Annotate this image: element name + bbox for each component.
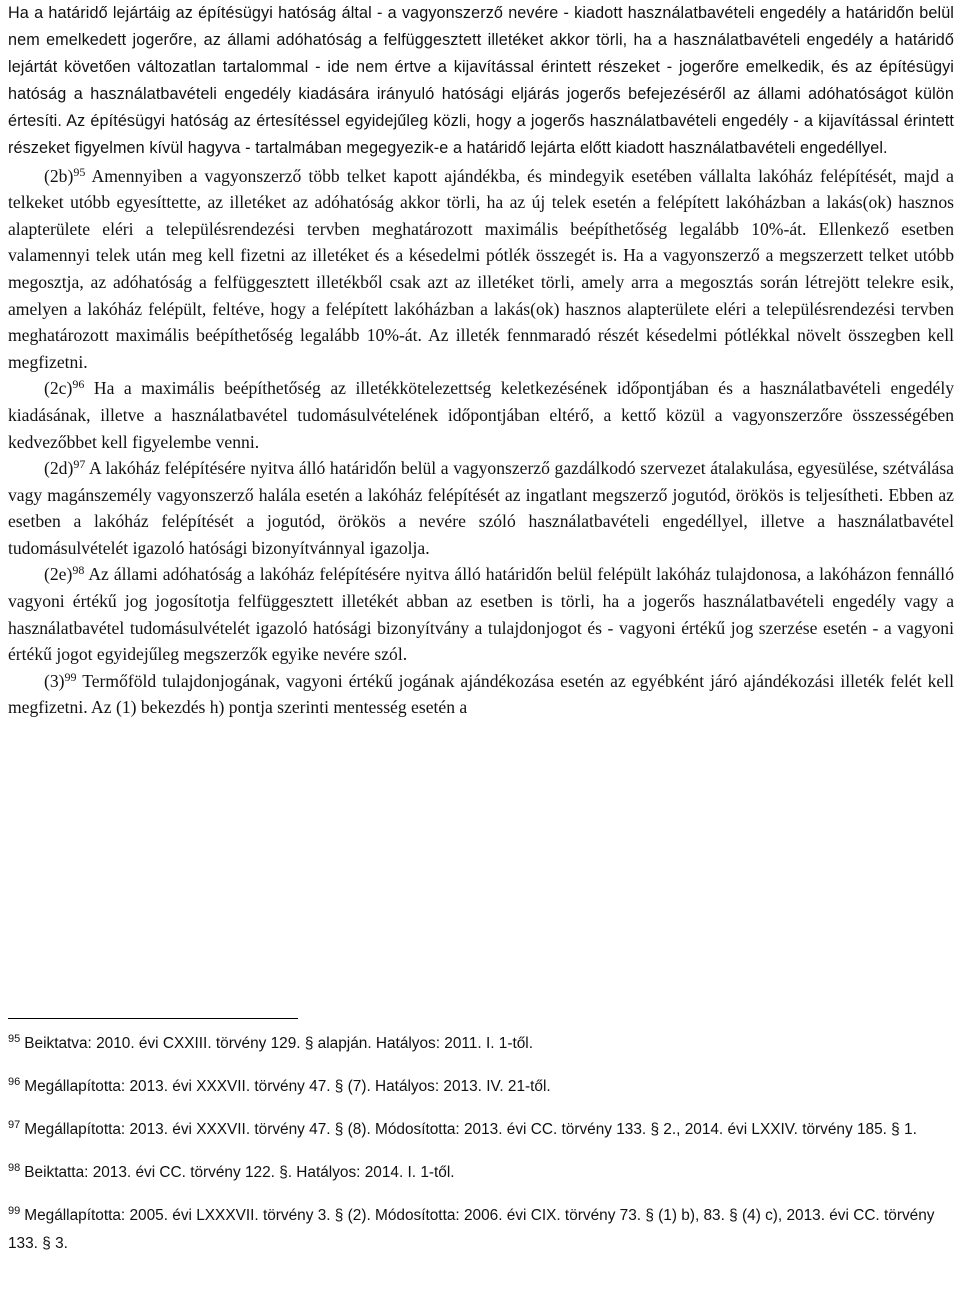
footnote-96 xyxy=(8,1073,954,1101)
footnote-ref-99[interactable]: 99 xyxy=(64,669,77,684)
paragraph-2d xyxy=(8,455,954,561)
footnote-99 xyxy=(8,1202,954,1258)
footnote-ref-96[interactable]: 96 xyxy=(72,377,85,392)
footnote-text: Megállapította: 2005. évi LXXXVII. törvény 3. § (2). Módosította: 2006. évi CIX. törvény 73. § (1) b), 83. § (4) c), 2013. évi CC. törvény 133. § 3. xyxy=(8,1207,935,1252)
footnote-separator xyxy=(8,1018,298,1019)
paragraph-text: Termőföld tulajdonjogának, vagyoni értékű jogának ajándékozása esetén az egyébként járó ajándékozási illeték felét kell megfizetni. Az (1) bekezdés h) pontja szerinti mentesség esetén a xyxy=(8,670,954,718)
paragraph-label: (2b) xyxy=(44,165,74,186)
footnote-text: Megállapította: 2013. évi XXXVII. törvény 47. § (7). Hatályos: 2013. IV. 21-től. xyxy=(24,1078,551,1095)
footnote-number: 98 xyxy=(8,1162,21,1174)
paragraph-label: (3) xyxy=(44,670,65,691)
footnote-number: 97 xyxy=(8,1119,21,1131)
footnote-ref-95[interactable]: 95 xyxy=(73,164,86,179)
document-page xyxy=(8,0,954,1252)
footnote-ref-98[interactable]: 98 xyxy=(72,563,85,578)
footnote-number: 95 xyxy=(8,1033,21,1045)
paragraph-text: A lakóház felépítésére nyitva álló határidőn belül a vagyonszerző gazdálkodó szervezet átalakulása, egyesülése, szétválása vagy magánszemély vagyonszerző halála esetén a lakóház felépítését az ingatlant megszerző jogutód, örökös is teljesítheti. Ebben az esetben a lakóház felépítését a jogutód, örökös a nevére szóló használatbavételi engedéllyel, illetve a használatbavétel tudomásulvételét igazoló hatósági bizonyítvánnyal igazolja. xyxy=(8,458,954,558)
footnote-ref-97[interactable]: 97 xyxy=(73,457,86,472)
paragraph-text: Ha a maximális beépíthetőség az illetékkötelezettség keletkezésének időpontjában és a használatbavételi engedély kiadásának, illetve a használatbavétel tudomásulvételének időpontjában eltérő, a kettő közül a vagyonszerzőre összességében kedvezőbbet kell figyelembe venni. xyxy=(8,378,954,452)
paragraph-2b xyxy=(8,163,954,376)
footnote-number: 96 xyxy=(8,1076,21,1088)
footnote-text: Beiktatta: 2013. évi CC. törvény 122. §. Hatályos: 2014. I. 1-től. xyxy=(24,1164,455,1181)
paragraph-3 xyxy=(8,668,954,721)
footnote-97 xyxy=(8,1116,954,1144)
paragraph-2c xyxy=(8,375,954,455)
footnote-98 xyxy=(8,1159,954,1187)
intro-paragraph: Ha a határidő lejártáig az építésügyi hatóság által - a vagyonszerző nevére - kiadott használatbavételi engedély a határidőn belül nem emelkedett jogerőre, az állami adóhatóság a felfüggesztett illetéket akkor törli, ha a használatbavételi engedély a határidő lejártát követően változatlan tartalommal - ide nem értve a kijavítással érintett részeket - jogerőre emelkedik, és az építésügyi hatóság a használatbavételi engedély kiadására irányuló hatósági eljárás jogerős befejezéséről az állami adóhatóságot külön értesíti. Az építésügyi hatóság az értesítéssel egyidejűleg közli, hogy a jogerős használatbavételi engedély - a kijavítással érintett részeket figyelmen kívül hagyva - tartalmában megegyezik-e a határidő lejárta előtt kiadott használatbavételi engedéllyel. xyxy=(8,4,954,158)
paragraph-text: Az állami adóhatóság a lakóház felépítésére nyitva álló határidőn belül felépült lakóház tulajdonosa, a lakóházon fennálló vagyoni értékű jog jogosítotja felfüggesztett illetékét abban az esetben is törli, ha a jogerős használatbavételi engedély vagy a használatbavétel tudomásulvételét igazoló hatósági bizonyítvány a tulajdonjogot és - vagyoni értékű jog szerzése esetén - a vagyoni értékű jogot egyidejűleg megszerzők egyike nevére szól. xyxy=(8,564,954,665)
paragraph-label: (2d) xyxy=(44,458,74,479)
paragraph-label: (2e) xyxy=(44,564,73,585)
paragraph-text: Amennyiben a vagyonszerző több telket kapott ajándékba, és mindegyik esetében vállalta lakóház felépítését, majd a telkeket utóbb egyesíttette, az illetéket az adóhatóság akkor törli, ha az új telek esetén a felépített lakóházban a lakás(ok) hasznos alapterülete eléri a településrendezési tervben meghatározott maximális beépíthetőség legalább 10%-át. Ellenkező esetben valamennyi telek után meg kell fizetni az illetéket és a késedelmi pótlék összegét is. Ha a vagyonszerző a megszerzett telket utóbb megosztja, az adóhatóság a felfüggesztett illetékből csak azt az illetéket törli, amely arra a megosztás során létrejött telekre esik, amelyen a lakóház felépült, feltéve, hogy a felépített lakóházban a lakás(ok) hasznos alapterülete eléri a településrendezési tervben meghatározott maximális beépíthetőség legalább 10%-át. Az illeték fennmaradó részét késedelmi pótlékkal növelt összegben kell megfizetni. xyxy=(8,165,954,372)
footnotes xyxy=(8,1030,954,1273)
footnote-text: Megállapította: 2013. évi XXXVII. törvény 47. § (8). Módosította: 2013. évi CC. törvény 133. § 2., 2014. évi LXXIV. törvény 185. § 1. xyxy=(24,1121,917,1138)
footnote-text: Beiktatva: 2010. évi CXXIII. törvény 129. § alapján. Hatályos: 2011. I. 1-től. xyxy=(24,1035,533,1052)
paragraph-label: (2c) xyxy=(44,378,73,399)
footnote-number: 99 xyxy=(8,1205,21,1217)
footnote-95 xyxy=(8,1030,954,1058)
paragraph-2e xyxy=(8,561,954,667)
